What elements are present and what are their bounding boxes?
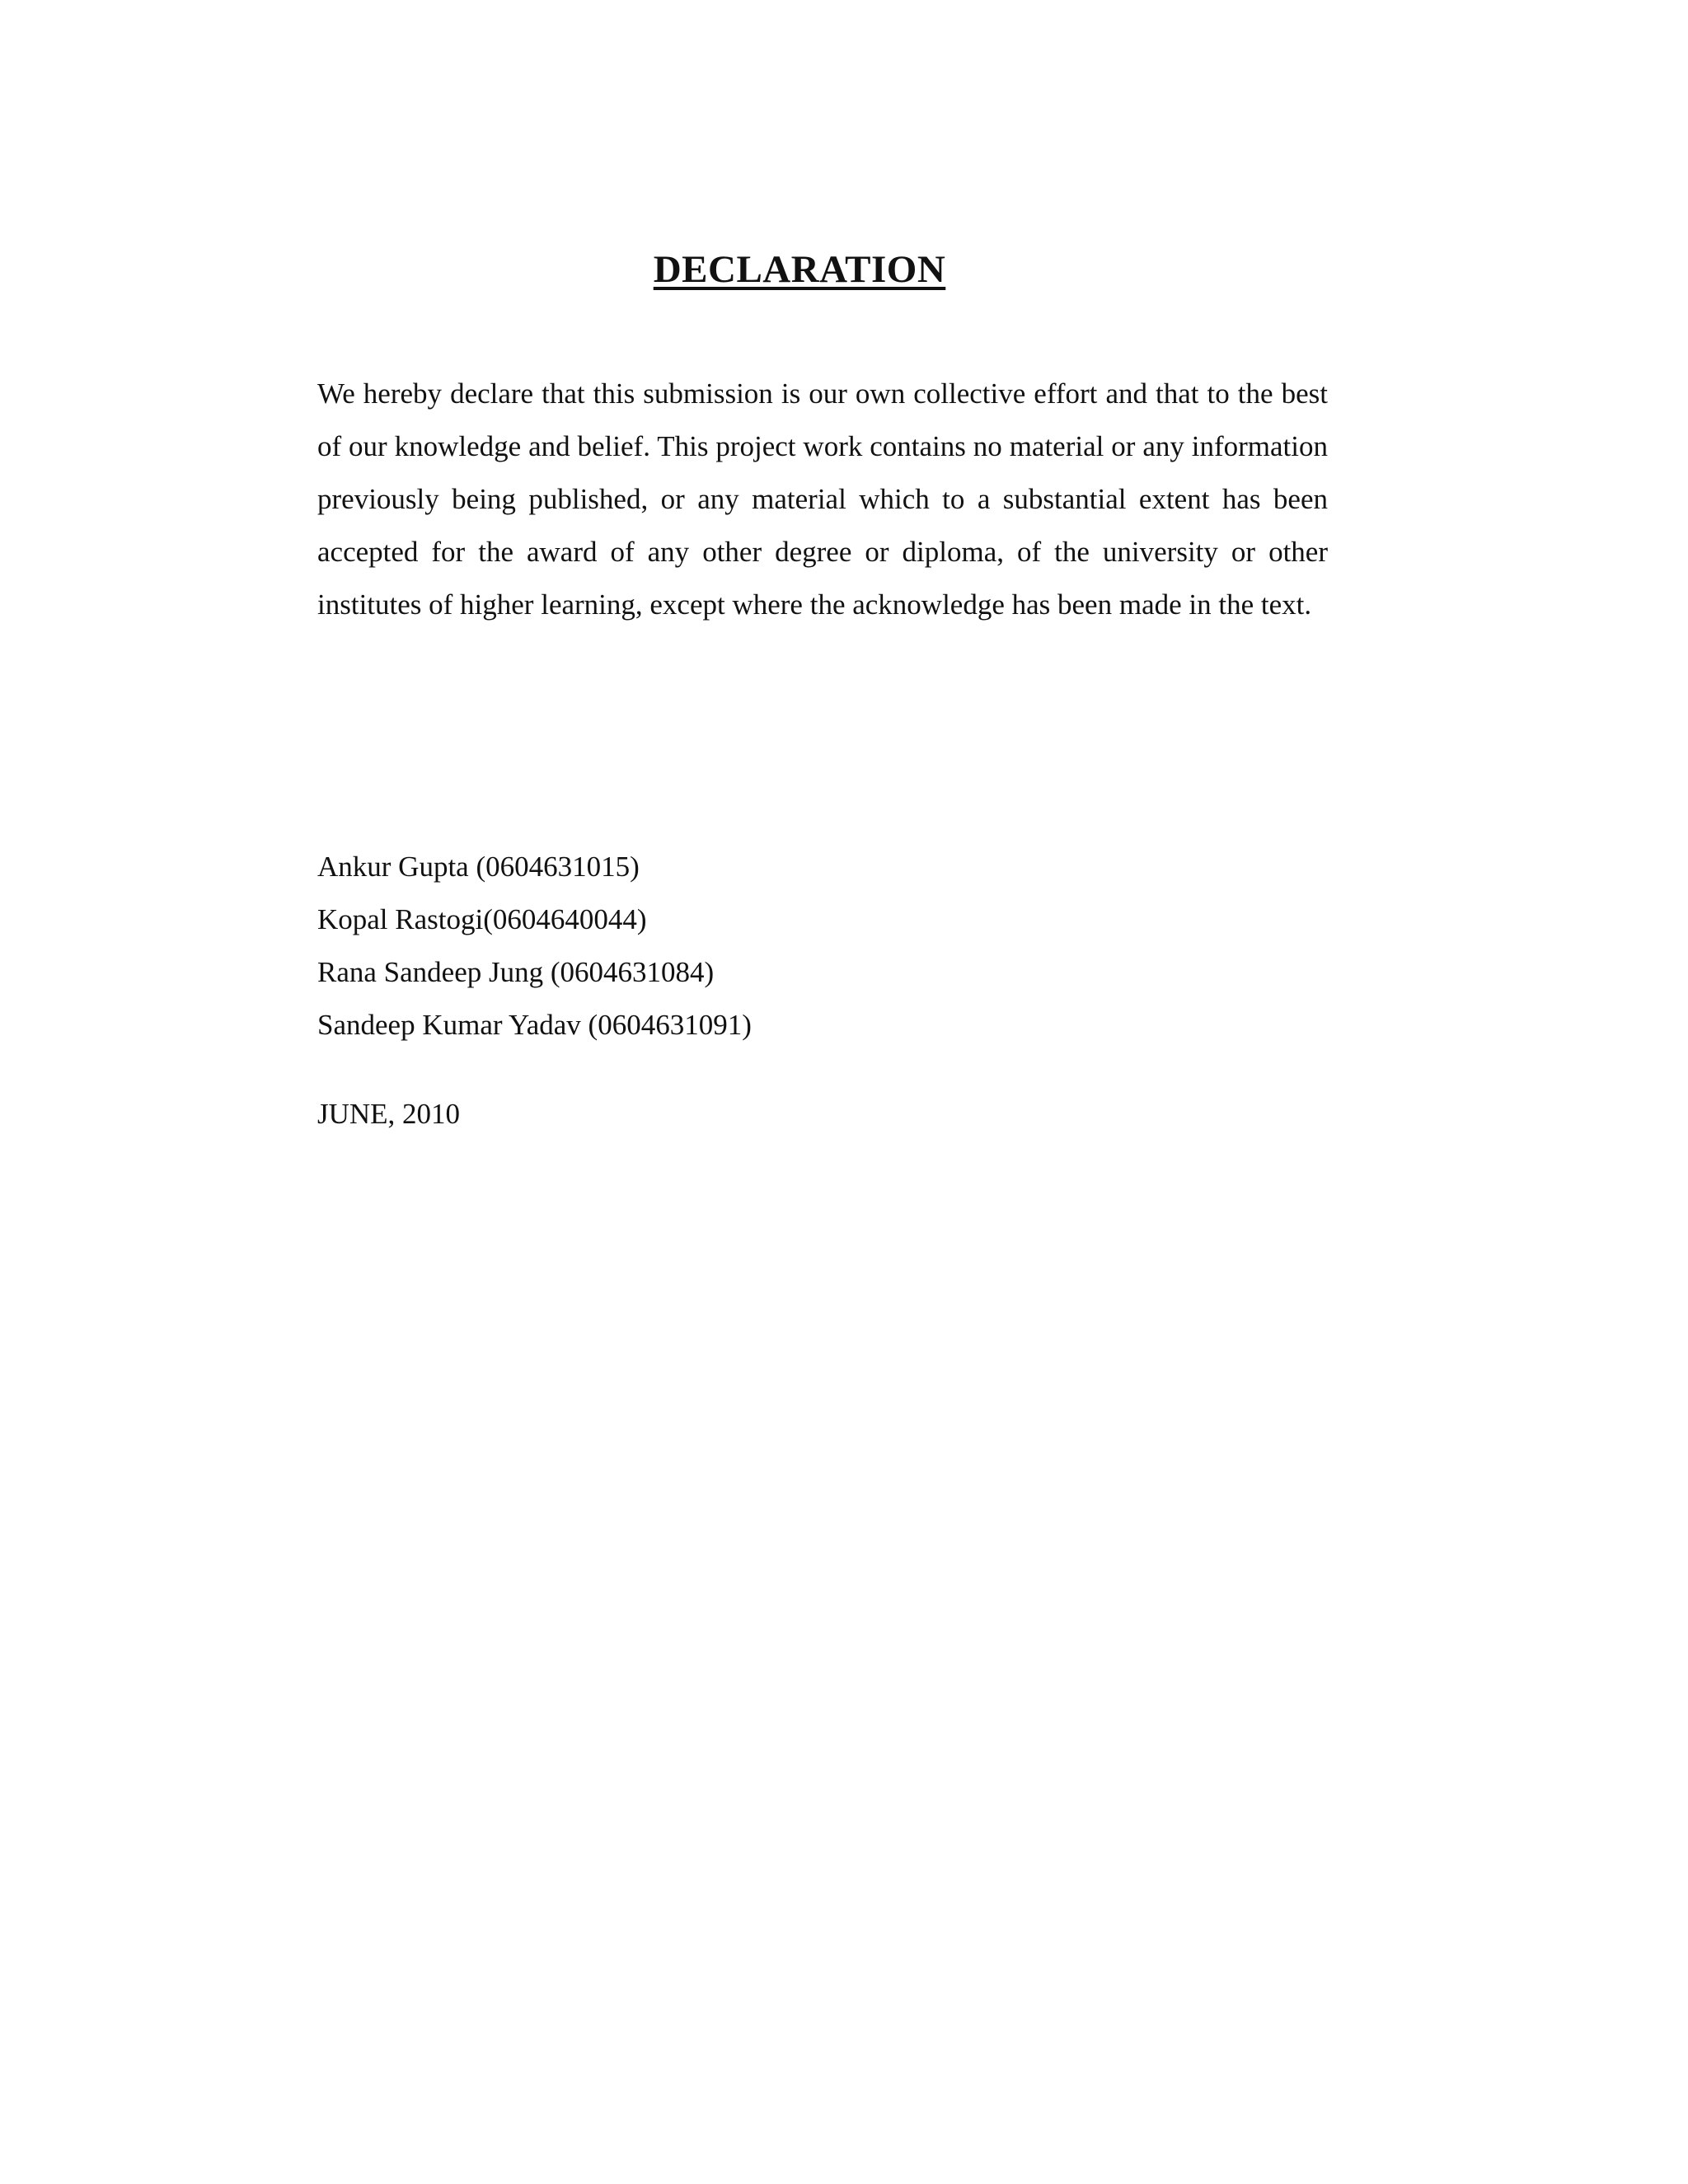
signatory-item: Ankur Gupta (0604631015): [317, 851, 640, 883]
declaration-paragraph: We hereby declare that this submission is our own collective effort and that to the best of our knowledge and belief. This project work contains no material or any information previously being published, or any material which to a substantial extent has been accepted for the award of any other degree or diploma, of the university or other institutes of higher learning, except where the acknowledge has been made in the text.: [317, 377, 1328, 621]
signatory-item: Sandeep Kumar Yadav (0604631091): [317, 1009, 752, 1041]
page-title: DECLARATION: [653, 248, 946, 291]
signatory-item: Kopal Rastogi(0604640044): [317, 903, 647, 935]
signatory-list: [317, 841, 752, 1052]
signatory-item: Rana Sandeep Jung (0604631084): [317, 956, 715, 988]
declaration-date: JUNE, 2010: [317, 1098, 461, 1130]
